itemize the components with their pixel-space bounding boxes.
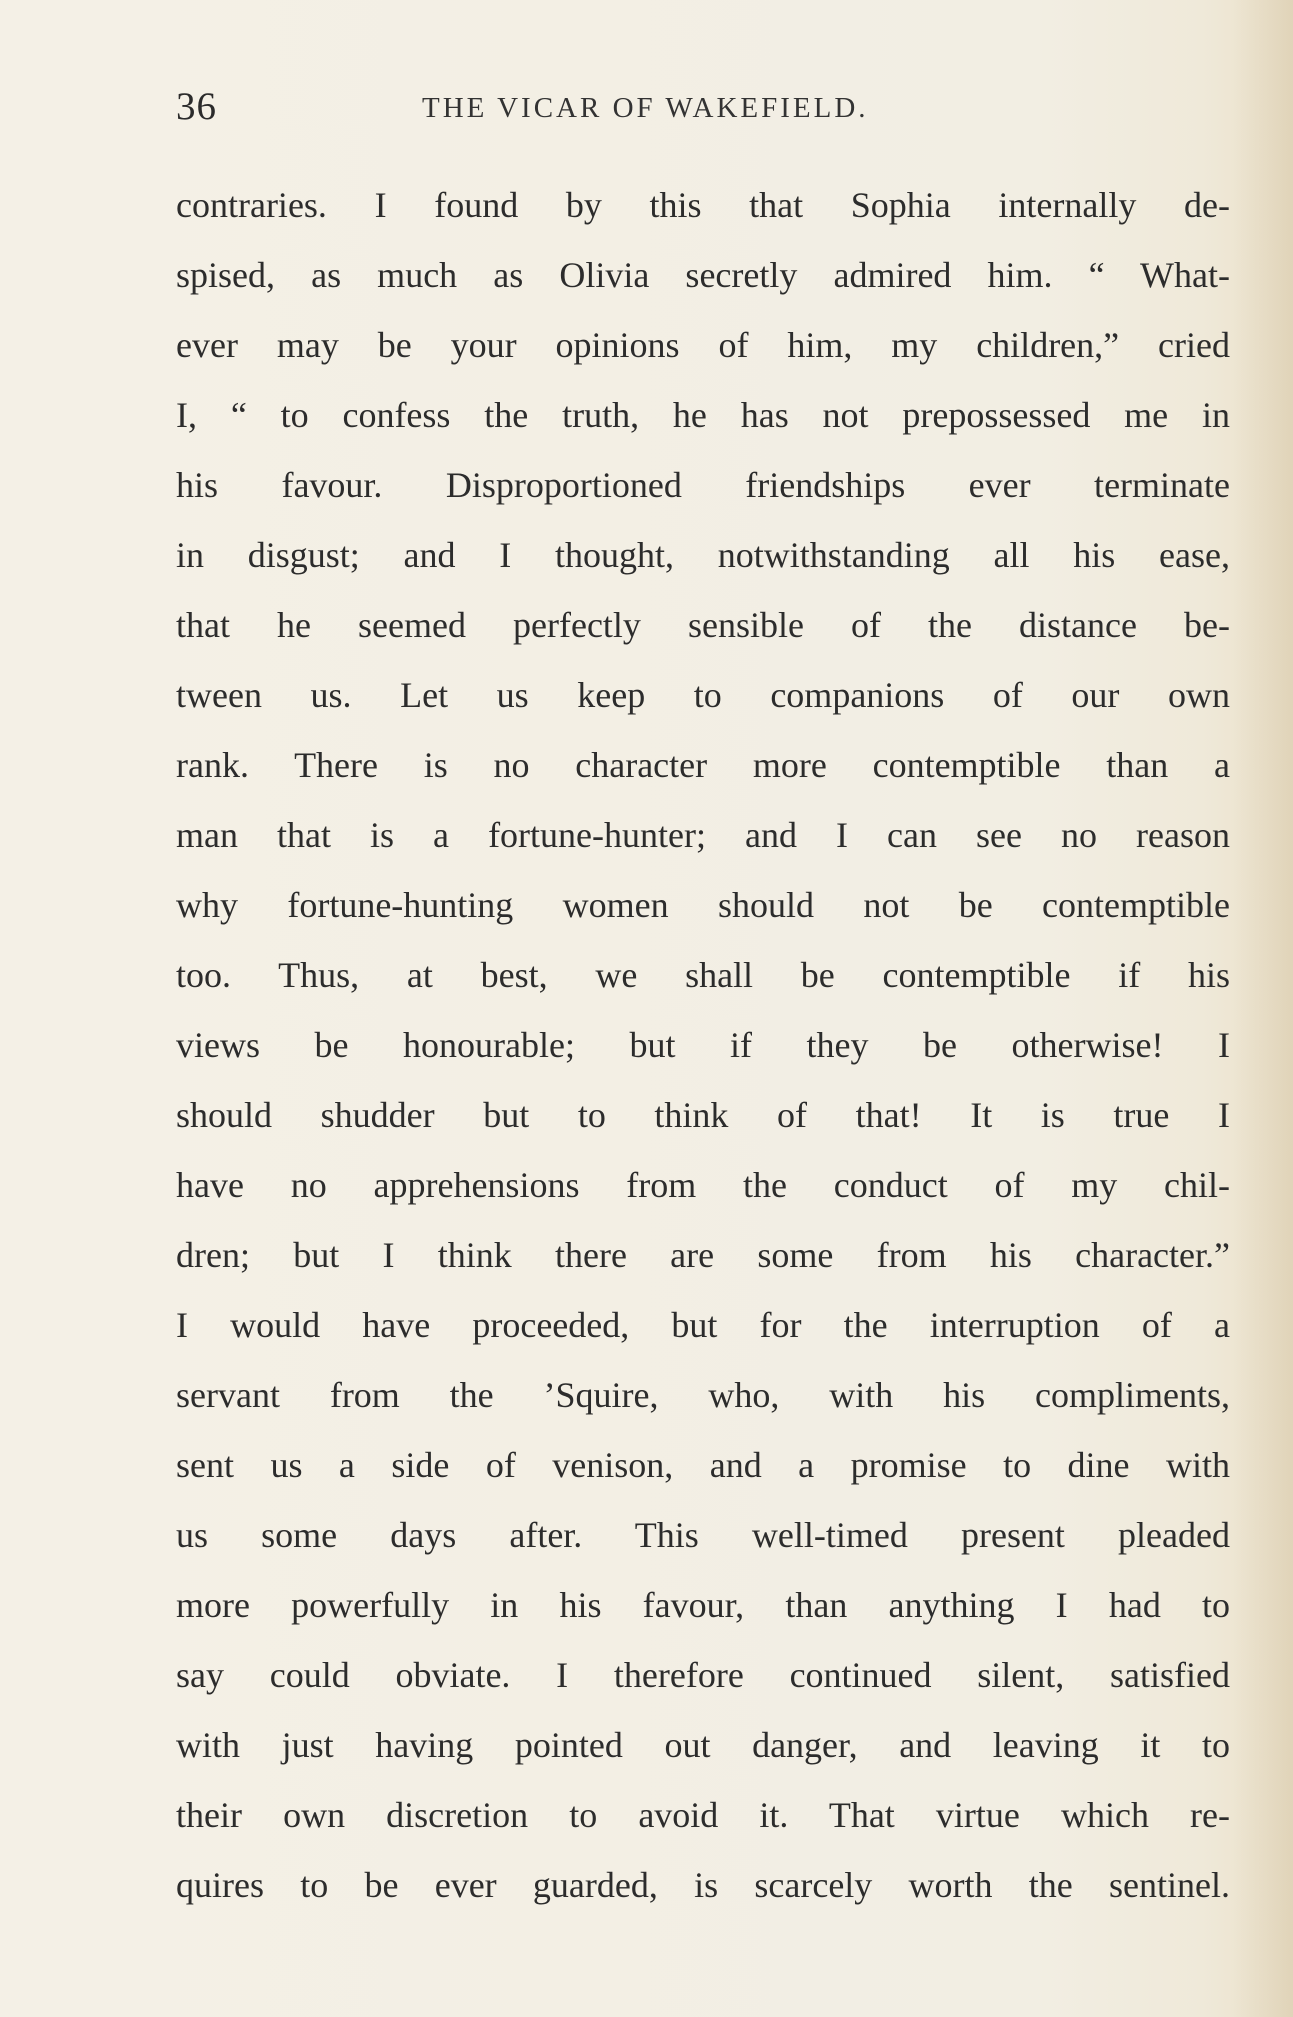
page-number: 36 bbox=[176, 85, 217, 128]
body-text bbox=[176, 170, 1230, 1920]
text-line: that he seemed perfectly sensible of the distance be- bbox=[176, 605, 1230, 645]
text-line: their own discretion to avoid it. That virtue which re- bbox=[176, 1795, 1230, 1835]
text-line: should shudder but to think of that! It is true I bbox=[176, 1095, 1230, 1135]
text-line: views be honourable; but if they be otherwise! I bbox=[176, 1025, 1230, 1065]
page-edge-shadow bbox=[1233, 0, 1293, 2017]
text-line: sent us a side of venison, and a promise to dine with bbox=[176, 1445, 1230, 1485]
text-line: with just having pointed out danger, and leaving it to bbox=[176, 1725, 1230, 1765]
text-line: say could obviate. I therefore continued silent, satisfied bbox=[176, 1655, 1230, 1695]
page-header bbox=[176, 82, 1236, 132]
text-line: servant from the ’Squire, who, with his compliments, bbox=[176, 1375, 1230, 1415]
text-line: rank. There is no character more contemptible than a bbox=[176, 745, 1230, 785]
text-line: man that is a fortune-hunter; and I can see no reason bbox=[176, 815, 1230, 855]
text-line: tween us. Let us keep to companions of our own bbox=[176, 675, 1230, 715]
text-line: his favour. Disproportioned friendships ever terminate bbox=[176, 465, 1230, 505]
text-line: more powerfully in his favour, than anything I had to bbox=[176, 1585, 1230, 1625]
text-line: why fortune-hunting women should not be contemptible bbox=[176, 885, 1230, 925]
text-line: us some days after. This well-timed present pleaded bbox=[176, 1515, 1230, 1555]
text-line: ever may be your opinions of him, my children,” cried bbox=[176, 325, 1230, 365]
text-line: dren; but I think there are some from his character.” bbox=[176, 1235, 1230, 1275]
text-line: quires to be ever guarded, is scarcely worth the sentinel. bbox=[176, 1865, 1230, 1905]
running-title: THE VICAR OF WAKEFIELD. bbox=[422, 92, 869, 124]
text-line: in disgust; and I thought, notwithstanding all his ease, bbox=[176, 535, 1230, 575]
text-line: I, “ to confess the truth, he has not prepossessed me in bbox=[176, 395, 1230, 435]
text-line: I would have proceeded, but for the interruption of a bbox=[176, 1305, 1230, 1345]
text-line: have no apprehensions from the conduct of my chil- bbox=[176, 1165, 1230, 1205]
text-line: spised, as much as Olivia secretly admired him. “ What- bbox=[176, 255, 1230, 295]
text-line: contraries. I found by this that Sophia internally de- bbox=[176, 185, 1230, 225]
text-line: too. Thus, at best, we shall be contemptible if his bbox=[176, 955, 1230, 995]
